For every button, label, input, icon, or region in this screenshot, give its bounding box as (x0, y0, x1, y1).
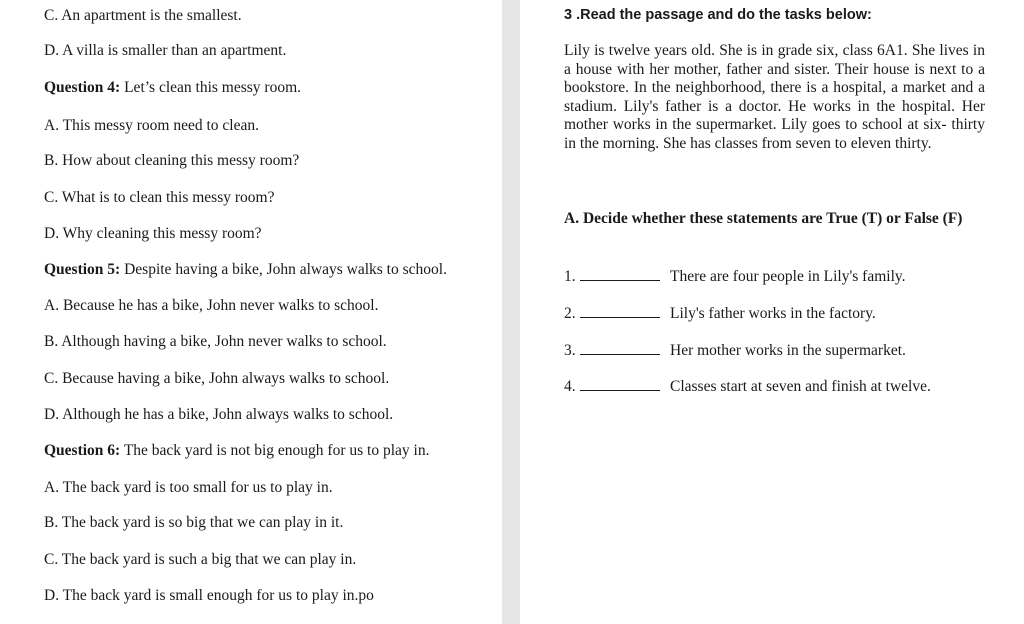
reading-passage: Lily is twelve years old. She is in grade six, class 6A1. She lives in a house with her mother, father and sister. Their house is next to a bookstore. In the neighborhood, there is a hospital, a market and a stadium. Lily's father is a doctor. He works in the hospital. Her mother works in the supermarket. Lily goes to school at six- thirty in the morning. She has classes from seven to eleven thirty. (564, 42, 985, 152)
statement-text: There are four people in Lily's family. (670, 268, 906, 285)
option-d-q4: D. Why cleaning this messy room? (44, 225, 262, 242)
part-a-instruction: A. Decide whether these statements are True (T) or False (F) (564, 210, 963, 227)
statement-4 (564, 376, 931, 396)
statement-3 (564, 340, 906, 360)
statement-number: 2. (564, 305, 576, 322)
option-d-q3: D. A villa is smaller than an apartment. (44, 42, 287, 59)
option-b-q4: B. How about cleaning this messy room? (44, 152, 300, 169)
statement-number: 4. (564, 378, 576, 395)
statement-number: 3. (564, 342, 576, 359)
option-d-q6: D. The back yard is small enough for us to play in.po (44, 587, 374, 604)
option-a-q6: A. The back yard is too small for us to play in. (44, 479, 333, 496)
statement-1 (564, 266, 906, 286)
option-c-q5: C. Because having a bike, John always walks to school. (44, 370, 390, 387)
option-c-q6: C. The back yard is such a big that we can play in. (44, 551, 357, 568)
option-c-q4: C. What is to clean this messy room? (44, 189, 275, 206)
statement-number: 1. (564, 268, 576, 285)
answer-blank-1[interactable] (580, 266, 660, 281)
section-heading: 3 .Read the passage and do the tasks below: (564, 7, 872, 23)
option-d-q5: D. Although he has a bike, John always walks to school. (44, 406, 394, 423)
statement-2 (564, 303, 876, 323)
question-4: Question 4: Let’s clean this messy room. (44, 79, 302, 96)
option-b-q6: B. The back yard is so big that we can play in it. (44, 514, 344, 531)
left-page (0, 0, 502, 624)
option-b-q5: B. Although having a bike, John never walks to school. (44, 333, 387, 350)
answer-blank-3[interactable] (580, 340, 660, 355)
question-5: Question 5: Despite having a bike, John always walks to school. (44, 261, 447, 278)
question-6: Question 6: The back yard is not big enough for us to play in. (44, 442, 430, 459)
statement-text: Her mother works in the supermarket. (670, 342, 906, 359)
option-a-q5: A. Because he has a bike, John never walks to school. (44, 297, 379, 314)
option-c-q3: C. An apartment is the smallest. (44, 7, 242, 24)
statement-text: Lily's father works in the factory. (670, 305, 876, 322)
statement-text: Classes start at seven and finish at twelve. (670, 378, 931, 395)
answer-blank-4[interactable] (580, 376, 660, 391)
option-a-q4: A. This messy room need to clean. (44, 117, 259, 134)
answer-blank-2[interactable] (580, 303, 660, 318)
right-page (520, 0, 1024, 624)
